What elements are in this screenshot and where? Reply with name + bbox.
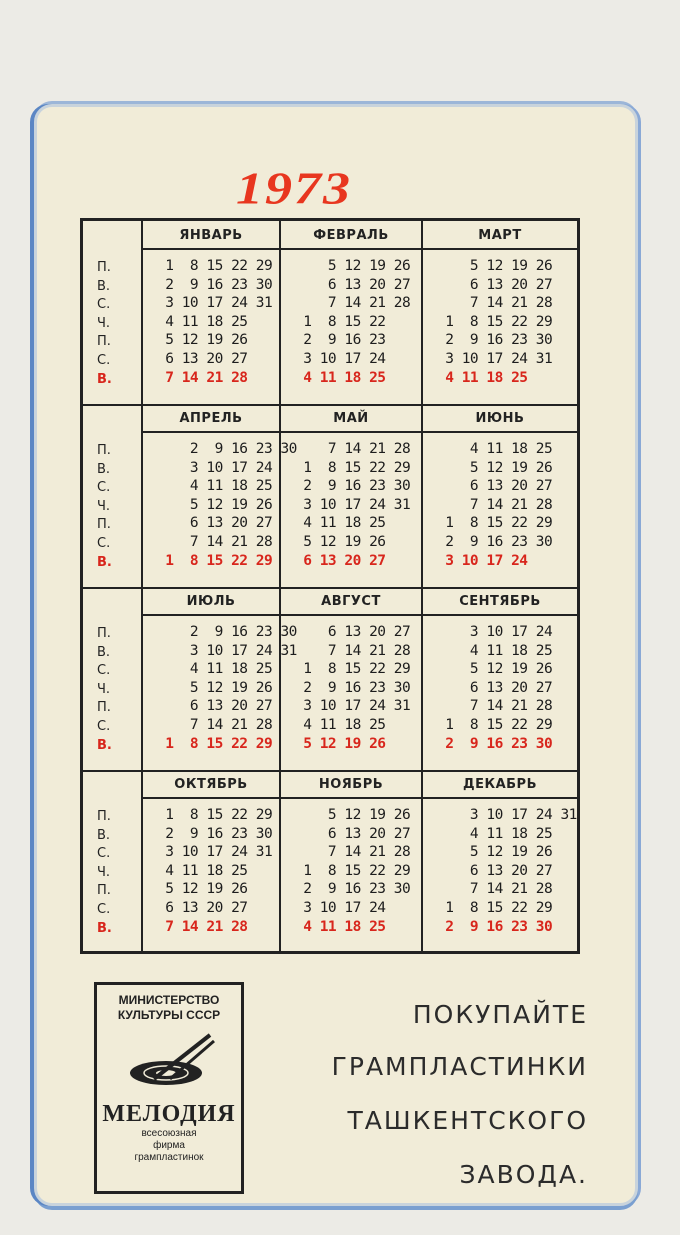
week-row: 7 14 21 28	[437, 295, 553, 312]
weekday-label: Ч.	[97, 498, 111, 514]
month-name: АВГУСТ	[281, 587, 421, 616]
week-row: 6 13 20 27	[157, 899, 248, 916]
month-days	[143, 250, 279, 387]
week-row: 3 10 17 24	[295, 350, 386, 367]
weekday-label: В.	[97, 644, 111, 660]
week-row: 1 8 15 22 29	[295, 862, 411, 879]
month-days	[281, 799, 421, 936]
week-row: 4 11 18 25	[157, 862, 248, 879]
week-row: 1 8 15 22 29	[157, 807, 273, 823]
week-row: 3 10 17 24 31	[295, 496, 411, 513]
week-row: 3 10 17 24	[157, 459, 273, 476]
week-row: 4 11 18 25	[437, 825, 553, 842]
week-row: 2 9 16 23 30	[295, 679, 411, 696]
week-row: 3 10 17 24	[437, 552, 528, 569]
week-row: 3 10 17 24	[295, 899, 386, 916]
weekday-label: П.	[97, 260, 111, 275]
month-days	[281, 616, 421, 753]
week-row: 3 10 17 24 31	[295, 698, 411, 715]
week-row: 4 11 18 25	[437, 369, 528, 386]
week-row: 6 13 20 27	[157, 350, 248, 367]
month-block	[141, 221, 279, 404]
month-name: ИЮНЬ	[423, 404, 577, 433]
week-row: 6 13 20 27	[157, 698, 273, 715]
week-row: 7 14 21 28	[157, 918, 248, 935]
weekday-column	[83, 625, 141, 755]
month-days	[143, 799, 279, 936]
month-name: НОЯБРЬ	[281, 770, 421, 799]
week-row: 2 9 16 23 30	[157, 825, 273, 842]
week-row: 1 8 15 22 29	[437, 899, 553, 916]
week-row: 7 14 21 28	[157, 533, 273, 550]
weekday-label: С.	[97, 535, 111, 551]
emblem-sub2: фирма	[153, 1140, 185, 1151]
week-row: 2 9 16 23 30	[437, 918, 553, 935]
weekday-label: В.	[97, 278, 111, 294]
week-row: 3 10 17 24 31	[437, 350, 553, 367]
month-block	[421, 587, 577, 770]
weekday-column	[83, 259, 141, 389]
emblem-line2: КУЛЬТУРЫ СССР	[117, 1008, 221, 1022]
weekday-column	[83, 808, 141, 938]
weekday-label: Ч.	[97, 315, 111, 331]
weekday-label: П.	[97, 517, 111, 533]
week-row: 5 12 19 26	[295, 735, 386, 752]
month-name: ОКТЯБРЬ	[143, 770, 279, 799]
weekday-label: П.	[97, 700, 111, 716]
weekday-label: С.	[97, 352, 111, 368]
month-block	[279, 404, 421, 587]
week-row: 2 9 16 23 30	[157, 441, 297, 457]
weekday-label: П.	[97, 626, 111, 641]
week-row: 6 13 20 27	[437, 276, 553, 293]
week-row: 5 12 19 26	[157, 496, 273, 513]
month-days	[143, 433, 297, 570]
weekday-label: С.	[97, 663, 111, 679]
month-name: АПРЕЛЬ	[143, 404, 279, 433]
week-row: 6 13 20 27	[437, 862, 553, 879]
month-block	[279, 770, 421, 953]
week-row: 2 9 16 23 30	[437, 735, 553, 752]
month-name: СЕНТЯБРЬ	[423, 587, 577, 616]
week-row: 3 10 17 24 31	[437, 807, 577, 823]
week-row: 2 9 16 23 30	[437, 332, 553, 349]
month-days	[423, 250, 577, 387]
weekday-label: В.	[97, 461, 111, 477]
ad-line-4: ЗАВОДА.	[459, 1160, 588, 1189]
week-row: 6 13 20 27	[437, 478, 553, 495]
week-row: 6 13 20 27	[157, 515, 273, 532]
week-row: 5 12 19 26	[437, 661, 553, 678]
ad-line-3: ТАШКЕНТСКОГО	[347, 1106, 588, 1135]
weekday-label: С.	[97, 480, 111, 496]
week-row: 5 12 19 26	[437, 258, 553, 274]
week-row: 7 14 21 28	[437, 881, 553, 898]
month-days	[281, 433, 421, 570]
week-row: 4 11 18 25	[157, 313, 248, 330]
weekday-label: С.	[97, 846, 111, 862]
week-row: 7 14 21 28	[295, 642, 411, 659]
week-row: 1 8 15 22 29	[437, 515, 553, 532]
month-block	[279, 221, 421, 404]
weekday-label: П.	[97, 334, 111, 350]
month-block	[421, 221, 577, 404]
month-days	[281, 250, 421, 387]
week-row: 1 8 15 22 29	[437, 313, 553, 330]
month-block	[421, 770, 577, 953]
week-row: 1 8 15 22 29	[157, 258, 273, 274]
week-row: 7 14 21 28	[157, 369, 248, 386]
month-days	[423, 433, 577, 570]
emblem-brand: МЕЛОДИЯ	[102, 1101, 236, 1127]
weekday-label: П.	[97, 443, 111, 458]
week-row: 6 13 20 27	[295, 552, 386, 569]
week-row: 5 12 19 26	[157, 679, 273, 696]
weekday-label: Ч.	[97, 681, 111, 697]
month-name: ФЕВРАЛЬ	[281, 221, 421, 250]
week-row: 7 14 21 28	[295, 441, 411, 457]
week-row: 2 9 16 23 30	[157, 624, 297, 640]
weekday-label: В.	[97, 554, 112, 570]
weekday-column	[83, 442, 141, 572]
week-row: 6 13 20 27	[437, 679, 553, 696]
week-row: 2 9 16 23 30	[295, 881, 411, 898]
week-row: 5 12 19 26	[295, 258, 411, 274]
weekday-label: В.	[97, 827, 111, 843]
week-row: 7 14 21 28	[437, 698, 553, 715]
week-row: 1 8 15 22 29	[295, 661, 411, 678]
year-title: 1973	[236, 162, 352, 214]
week-row: 2 9 16 23 30	[295, 478, 411, 495]
weekday-label: В.	[97, 737, 112, 753]
week-row: 1 8 15 22 29	[157, 552, 273, 569]
week-row: 4 11 18 25	[437, 642, 553, 659]
emblem-sub1: всесоюзная	[141, 1128, 197, 1139]
week-row: 5 12 19 26	[295, 807, 411, 823]
melodiya-emblem	[94, 982, 244, 1194]
weekday-label: С.	[97, 297, 111, 313]
month-name: ИЮЛЬ	[143, 587, 279, 616]
month-name: МАРТ	[423, 221, 577, 250]
week-row: 4 11 18 25	[295, 918, 386, 935]
week-row: 4 11 18 25	[437, 441, 553, 457]
week-row: 4 11 18 25	[157, 661, 273, 678]
month-days	[143, 616, 297, 753]
month-block	[141, 770, 279, 953]
month-name: ДЕКАБРЬ	[423, 770, 577, 799]
ad-line-2: ГРАМПЛАСТИНКИ	[331, 1052, 588, 1081]
emblem-sub3: грампластинок	[134, 1152, 204, 1163]
week-row: 1 8 15 22	[295, 313, 386, 330]
month-block	[421, 404, 577, 587]
record-logo-icon	[114, 1029, 224, 1099]
week-row: 4 11 18 25	[295, 716, 386, 733]
week-row: 3 10 17 24 31	[157, 844, 273, 861]
weekday-label: П.	[97, 809, 111, 824]
week-row: 7 14 21 28	[157, 716, 273, 733]
week-row: 5 12 19 26	[157, 881, 248, 898]
week-row: 2 9 16 23 30	[157, 276, 273, 293]
week-row: 7 14 21 28	[437, 496, 553, 513]
week-row: 3 10 17 24 31	[157, 295, 273, 312]
week-row: 3 10 17 24 31	[157, 642, 297, 659]
week-row: 5 12 19 26	[295, 533, 386, 550]
month-block	[279, 587, 421, 770]
calendar-grid	[80, 218, 580, 954]
month-block	[141, 587, 297, 770]
week-row: 2 9 16 23	[295, 332, 386, 349]
week-row: 1 8 15 22 29	[157, 735, 273, 752]
emblem-line1: МИНИСТЕРСТВО	[118, 993, 220, 1007]
weekday-label: В.	[97, 920, 112, 936]
month-name: ЯНВАРЬ	[143, 221, 279, 250]
weekday-label: В.	[97, 371, 112, 387]
week-row: 1 8 15 22 29	[295, 459, 411, 476]
week-row: 4 11 18 25	[157, 478, 273, 495]
week-row: 7 14 21 28	[295, 295, 411, 312]
week-row: 5 12 19 26	[157, 332, 248, 349]
week-row: 4 11 18 25	[295, 515, 386, 532]
weekday-label: Ч.	[97, 864, 111, 880]
week-row: 5 12 19 26	[437, 459, 553, 476]
month-block	[141, 404, 297, 587]
week-row: 5 12 19 26	[437, 844, 553, 861]
week-row: 4 11 18 25	[295, 369, 386, 386]
ad-line-1: ПОКУПАЙТЕ	[412, 1000, 588, 1029]
week-row: 2 9 16 23 30	[437, 533, 553, 550]
month-days	[423, 799, 577, 936]
month-name: МАЙ	[281, 404, 421, 433]
week-row: 3 10 17 24	[437, 624, 553, 640]
month-days	[423, 616, 577, 753]
week-row: 1 8 15 22 29	[437, 716, 553, 733]
weekday-label: С.	[97, 901, 111, 917]
week-row: 7 14 21 28	[295, 844, 411, 861]
weekday-label: С.	[97, 718, 111, 734]
week-row: 6 13 20 27	[295, 825, 411, 842]
week-row: 6 13 20 27	[295, 276, 411, 293]
weekday-label: П.	[97, 883, 111, 899]
week-row: 6 13 20 27	[295, 624, 411, 640]
